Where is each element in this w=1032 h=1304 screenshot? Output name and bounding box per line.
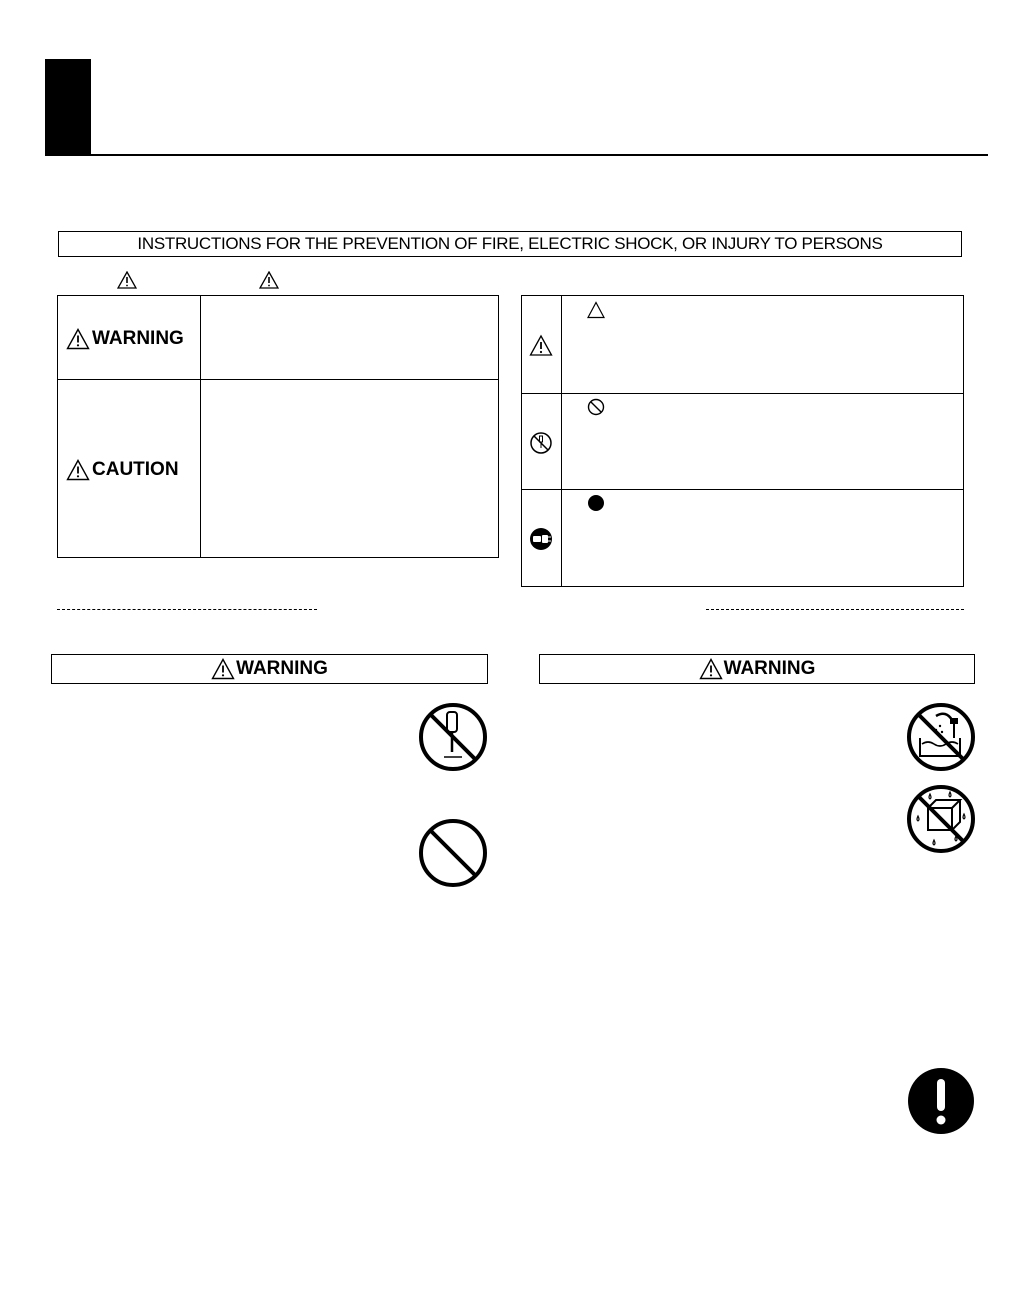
no-water-bath-icon	[906, 702, 976, 772]
caution-triangle-icon	[66, 459, 90, 481]
triangle-outline-icon	[587, 301, 605, 319]
section-marker-block	[45, 59, 91, 155]
signal-word-table	[57, 295, 499, 558]
row-divider	[58, 379, 498, 380]
column-divider	[561, 296, 562, 586]
header-rule	[45, 154, 988, 156]
mandatory-action-icon	[906, 1066, 976, 1136]
prohibition-circle-icon	[587, 398, 605, 416]
dashed-separator	[57, 609, 317, 610]
symbol-table	[521, 295, 964, 587]
left-warning-header-text: WARNING	[236, 658, 328, 679]
instructions-heading-text: INSTRUCTIONS FOR THE PREVENTION OF FIRE, ELECTRIC SHOCK, OR INJURY TO PERSONS	[137, 234, 883, 253]
dashed-separator	[706, 609, 964, 610]
warning-signal-text: WARNING	[92, 328, 184, 349]
warning-signal-label	[66, 328, 184, 350]
do-not-disassemble-icon	[529, 431, 553, 455]
caution-signal-label	[66, 459, 179, 481]
caution-signal-text: CAUTION	[92, 459, 179, 480]
warning-triangle-icon	[259, 271, 279, 289]
warning-triangle-icon	[66, 328, 90, 350]
warning-triangle-icon	[211, 658, 235, 680]
prohibition-icon	[418, 818, 488, 888]
warning-triangle-icon	[699, 658, 723, 680]
no-screwdriver-icon	[418, 702, 488, 772]
warning-triangle-icon	[529, 334, 553, 358]
warning-triangle-icon	[117, 271, 137, 289]
left-warning-header	[51, 654, 488, 684]
row-divider	[522, 489, 963, 490]
filled-circle-icon	[587, 494, 605, 512]
unplug-icon	[529, 527, 553, 551]
no-water-drops-icon	[906, 784, 976, 854]
right-warning-header	[539, 654, 975, 684]
right-warning-header-text: WARNING	[723, 658, 816, 679]
instructions-heading	[58, 231, 962, 257]
row-divider	[522, 393, 963, 394]
